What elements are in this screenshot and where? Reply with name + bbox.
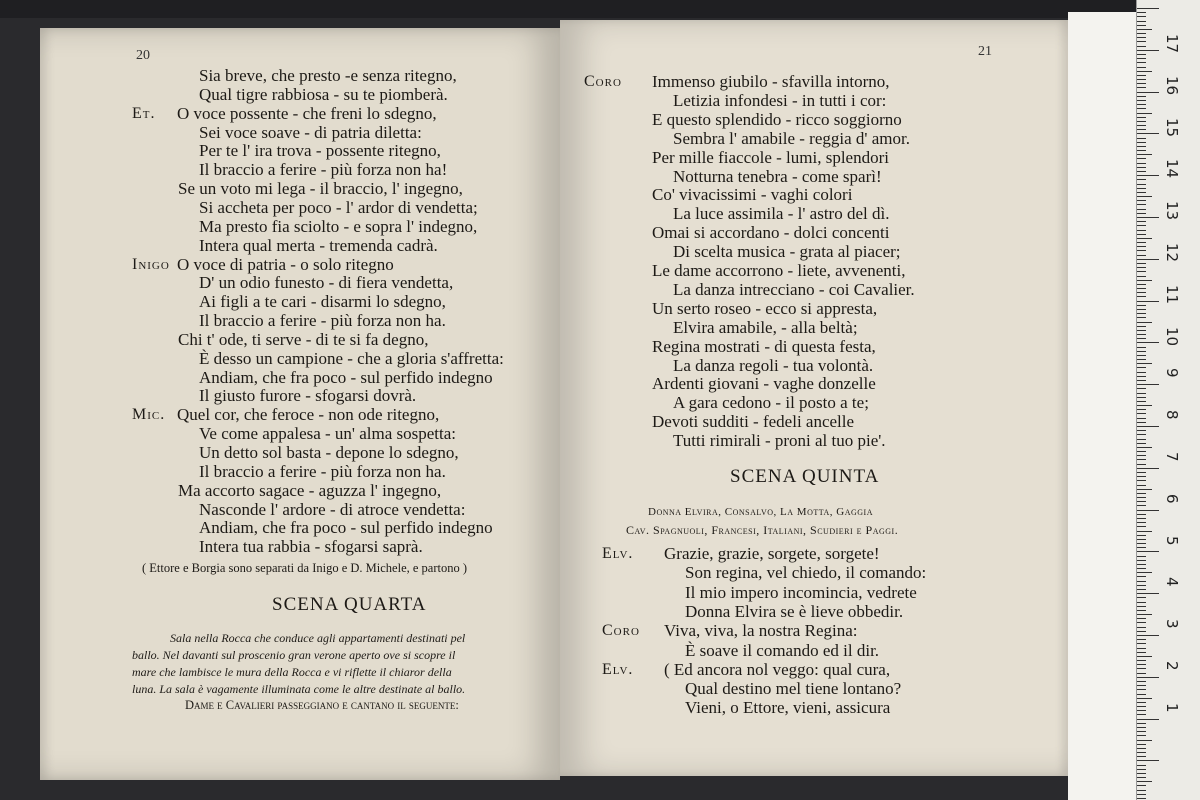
ruler-tick bbox=[1137, 309, 1146, 310]
ruler-tick bbox=[1137, 284, 1146, 285]
ruler-tick bbox=[1137, 702, 1146, 703]
scan-white-margin bbox=[1068, 12, 1136, 800]
ruler-label: 5 bbox=[1163, 535, 1181, 546]
ruler-tick bbox=[1137, 564, 1146, 565]
ruler-tick bbox=[1137, 418, 1146, 419]
ruler-tick bbox=[1137, 685, 1146, 686]
ruler-tick bbox=[1137, 485, 1146, 486]
ruler-tick bbox=[1137, 740, 1152, 741]
ruler-tick bbox=[1137, 476, 1146, 477]
ruler-tick bbox=[1137, 551, 1159, 552]
ruler-tick bbox=[1137, 790, 1146, 791]
ruler-tick bbox=[1137, 447, 1152, 448]
page-number-right: 21 bbox=[978, 44, 992, 59]
ruler-tick bbox=[1137, 188, 1146, 189]
ruler-tick bbox=[1137, 648, 1146, 649]
ruler-tick bbox=[1137, 572, 1152, 573]
ruler-tick bbox=[1137, 547, 1146, 548]
verse-line: Ve come appalesa - un' alma sospetta: bbox=[199, 424, 457, 444]
speaker-label: Elv. bbox=[602, 660, 634, 678]
ruler-tick bbox=[1137, 505, 1146, 506]
speaker-label: Coro bbox=[602, 622, 640, 640]
ruler-tick bbox=[1137, 87, 1146, 88]
verse-line: Co' vivacissimi - vaghi colori bbox=[652, 185, 853, 205]
ruler-tick bbox=[1137, 330, 1146, 331]
speaker-label: Coro bbox=[584, 73, 622, 90]
ruler-tick bbox=[1137, 37, 1146, 38]
ruler-tick bbox=[1137, 455, 1146, 456]
verse-line: Sia breve, che presto -e senza ritegno, bbox=[199, 66, 457, 85]
ruler-label: 16 bbox=[1163, 75, 1181, 95]
verse-line: Notturna tenebra - come sparì! bbox=[673, 166, 882, 186]
ruler-tick bbox=[1137, 171, 1146, 172]
verse-line: Si accheta per poco - l' ardor di vendetta; bbox=[199, 197, 478, 217]
ruler-tick bbox=[1137, 526, 1146, 527]
verse-line: Sei voce soave - di patria diletta: bbox=[199, 122, 422, 142]
ruler-tick bbox=[1137, 785, 1146, 786]
exit-stage-note: ( Ettore e Borgia sono separati da Inigo e D. Michele, e partono ) bbox=[142, 561, 468, 575]
stage-note: Dame e Cavalieri passeggiano e cantano il seguente: bbox=[185, 698, 459, 712]
ruler-tick bbox=[1137, 480, 1146, 481]
ruler-tick bbox=[1137, 359, 1146, 360]
ruler-tick bbox=[1137, 405, 1152, 406]
ruler-tick bbox=[1137, 12, 1146, 13]
ruler-tick bbox=[1137, 380, 1146, 381]
verse-line: Son regina, vel chiedo, il comando: bbox=[685, 563, 927, 583]
verse-line: Andiam, che fra poco - sul perfido indegno bbox=[199, 367, 493, 387]
ruler-tick bbox=[1137, 21, 1146, 22]
ruler-tick bbox=[1137, 46, 1146, 47]
ruler-tick bbox=[1137, 372, 1146, 373]
ruler-label: 4 bbox=[1163, 577, 1181, 587]
ruler-label: 11 bbox=[1163, 284, 1181, 304]
verse-line: A gara cedono - il posto a te; bbox=[673, 393, 869, 413]
ruler-label: 15 bbox=[1163, 117, 1181, 137]
ruler-tick bbox=[1137, 656, 1152, 657]
ruler-tick bbox=[1137, 33, 1146, 34]
verse-line: Il braccio a ferire - più forza non ha. bbox=[199, 461, 446, 481]
ruler-tick bbox=[1137, 125, 1146, 126]
ruler-tick bbox=[1137, 334, 1146, 335]
ruler-tick bbox=[1137, 744, 1146, 745]
ruler-tick bbox=[1137, 635, 1159, 636]
ruler-tick bbox=[1137, 92, 1159, 93]
ruler-tick bbox=[1137, 434, 1146, 435]
ruler-tick bbox=[1137, 777, 1146, 778]
verse-line: Nasconde l' ardore - di atroce vendetta: bbox=[199, 499, 466, 519]
ruler-tick bbox=[1137, 756, 1146, 757]
verse-line: Il braccio a ferire - più forza non ha! bbox=[199, 160, 448, 180]
right-page bbox=[560, 20, 1068, 776]
speaker-label: Elv. bbox=[602, 545, 634, 562]
ruler-tick bbox=[1137, 259, 1159, 260]
verse-line: Se un voto mi lega - il braccio, l' ingegno, bbox=[178, 179, 463, 199]
verse-line: Viva, viva, la nostra Regina: bbox=[664, 621, 858, 641]
ruler-tick bbox=[1137, 8, 1159, 9]
verse-line: Vieni, o Ettore, vieni, assicura bbox=[685, 698, 891, 718]
ruler-tick bbox=[1137, 614, 1152, 615]
ruler-tick bbox=[1137, 589, 1146, 590]
ruler-tick bbox=[1137, 409, 1146, 410]
stage-direction-line: luna. La sala è vagamente illuminata come le altre destinate al ballo. bbox=[132, 682, 466, 696]
ruler-tick bbox=[1137, 246, 1146, 247]
measurement-ruler bbox=[1136, 0, 1200, 800]
ruler-tick bbox=[1137, 472, 1146, 473]
ruler-tick bbox=[1137, 163, 1146, 164]
ruler-tick bbox=[1137, 146, 1146, 147]
ruler-tick bbox=[1137, 376, 1146, 377]
verse-line: Di scelta musica - grata al piacer; bbox=[673, 242, 901, 262]
ruler-tick bbox=[1137, 347, 1146, 348]
ruler-tick bbox=[1137, 322, 1152, 323]
ruler-label: 10 bbox=[1163, 326, 1181, 346]
verse-line: Intera tua rabbia - sfogarsi saprà. bbox=[199, 537, 423, 557]
ruler-tick bbox=[1137, 113, 1152, 114]
ruler-tick bbox=[1137, 200, 1146, 201]
ruler-label: 8 bbox=[1163, 410, 1181, 420]
verse-line: Ardenti giovani - vaghe donzelle bbox=[652, 374, 876, 394]
verse-line: D' un odio funesto - di fiera vendetta, bbox=[199, 273, 454, 293]
ruler-label: 1 bbox=[1163, 702, 1181, 713]
ruler-tick bbox=[1137, 698, 1152, 699]
verse-line: È soave il comando ed il dir. bbox=[685, 640, 880, 660]
verse-line: Letizia infondesi - in tutti i cor: bbox=[673, 90, 887, 110]
ruler-label: 13 bbox=[1163, 201, 1181, 221]
ruler-tick bbox=[1137, 296, 1146, 297]
ruler-tick bbox=[1137, 288, 1146, 289]
verse-line: E questo splendido - ricco soggiorno bbox=[652, 109, 902, 129]
verse-line: Devoti sudditi - fedeli ancelle bbox=[652, 412, 855, 432]
verse-line: Andiam, che fra poco - sul perfido indegno bbox=[199, 518, 493, 538]
verse-line: Immenso giubilo - sfavilla intorno, bbox=[652, 72, 890, 91]
verse-line: Ma accorto sagace - aguzza l' ingegno, bbox=[178, 480, 442, 500]
ruler-tick bbox=[1137, 129, 1146, 130]
ruler-tick bbox=[1137, 439, 1146, 440]
ruler-tick bbox=[1137, 367, 1146, 368]
ruler-tick bbox=[1137, 242, 1146, 243]
ruler-tick bbox=[1137, 493, 1146, 494]
ruler-tick bbox=[1137, 443, 1146, 444]
ruler-tick bbox=[1137, 196, 1152, 197]
ruler-tick bbox=[1137, 250, 1146, 251]
stage-direction-line: ballo. Nel davanti sul proscenio gran verone aperto ove si scopre il bbox=[132, 648, 456, 662]
ruler-tick bbox=[1137, 175, 1159, 176]
ruler-tick bbox=[1137, 154, 1152, 155]
ruler-tick bbox=[1137, 622, 1146, 623]
ruler-tick bbox=[1137, 723, 1146, 724]
verse-line: Donna Elvira se è lieve obbedir. bbox=[685, 601, 904, 621]
cast-list-line: Donna Elvira, Consalvo, La Motta, Gaggia bbox=[648, 506, 873, 518]
ruler-tick bbox=[1137, 748, 1146, 749]
verse-line: La danza regoli - tua volontà. bbox=[673, 355, 874, 375]
verse-line: Grazie, grazie, sorgete, sorgete! bbox=[664, 544, 880, 563]
ruler-tick bbox=[1137, 501, 1146, 502]
ruler-tick bbox=[1137, 83, 1146, 84]
ruler-tick bbox=[1137, 539, 1146, 540]
ruler-tick bbox=[1137, 660, 1146, 661]
ruler-tick bbox=[1137, 238, 1152, 239]
ruler-tick bbox=[1137, 71, 1152, 72]
page-number-left: 20 bbox=[136, 48, 150, 63]
ruler-tick bbox=[1137, 576, 1146, 577]
ruler-tick bbox=[1137, 150, 1146, 151]
ruler-tick bbox=[1137, 459, 1146, 460]
left-page bbox=[40, 28, 560, 780]
verse-line: Elvira amabile, - alla beltà; bbox=[673, 317, 858, 337]
verse-line: Ai figli a te cari - disarmi lo sdegno, bbox=[199, 292, 446, 312]
ruler-tick bbox=[1137, 104, 1146, 105]
ruler-tick bbox=[1137, 606, 1146, 607]
ruler-tick bbox=[1137, 401, 1146, 402]
ruler-tick bbox=[1137, 234, 1146, 235]
ruler-tick bbox=[1137, 317, 1146, 318]
ruler-tick bbox=[1137, 468, 1159, 469]
ruler-tick bbox=[1137, 397, 1146, 398]
ruler-tick bbox=[1137, 192, 1146, 193]
ruler-tick bbox=[1137, 276, 1146, 277]
verse-line: È desso un campione - che a gloria s'affretta: bbox=[199, 348, 504, 368]
verse-line: Omai si accordano - dolci concenti bbox=[652, 223, 890, 243]
verse-line: Le dame accorrono - liete, avvenenti, bbox=[652, 261, 906, 280]
ruler-tick bbox=[1137, 230, 1146, 231]
ruler-tick bbox=[1137, 342, 1159, 343]
ruler-tick bbox=[1137, 121, 1146, 122]
verse-line: Sembra l' amabile - reggia d' amor. bbox=[673, 128, 910, 148]
ruler-tick bbox=[1137, 618, 1146, 619]
ruler-tick bbox=[1137, 714, 1146, 715]
ruler-tick bbox=[1137, 731, 1146, 732]
ruler-tick bbox=[1137, 213, 1146, 214]
verse-line: La danza intrecciano - coi Cavalier. bbox=[673, 279, 915, 299]
ruler-tick bbox=[1137, 138, 1146, 139]
ruler-tick bbox=[1137, 681, 1146, 682]
ruler-tick bbox=[1137, 568, 1146, 569]
ruler-tick bbox=[1137, 301, 1159, 302]
speaker-label: Mic. bbox=[132, 406, 166, 424]
ruler-tick bbox=[1137, 79, 1146, 80]
ruler-label: 14 bbox=[1163, 159, 1181, 179]
verse-line: Tutti rimirali - proni al tuo pie'. bbox=[673, 431, 886, 451]
stage-direction-line: Sala nella Rocca che conduce agli appartamenti destinati pel bbox=[170, 631, 466, 645]
ruler-tick bbox=[1137, 179, 1146, 180]
verse-line: Un serto roseo - ecco si appresta, bbox=[652, 298, 878, 318]
ruler-tick bbox=[1137, 204, 1146, 205]
scene-heading-quarta: SCENA QUARTA bbox=[272, 594, 427, 615]
ruler-tick bbox=[1137, 430, 1146, 431]
ruler-label: 9 bbox=[1163, 368, 1181, 378]
cast-list-line: Cav. Spagnuoli, Francesi, Italiani, Scudieri e Paggi. bbox=[626, 523, 899, 537]
ruler-label: 6 bbox=[1163, 493, 1181, 504]
ruler-tick bbox=[1137, 67, 1146, 68]
ruler-tick bbox=[1137, 280, 1152, 281]
ruler-tick bbox=[1137, 426, 1159, 427]
ruler-tick bbox=[1137, 225, 1146, 226]
ruler-tick bbox=[1137, 292, 1146, 293]
ruler-label: 7 bbox=[1163, 452, 1181, 462]
verse-line: Il braccio a ferire - più forza non ha. bbox=[199, 311, 446, 331]
ruler-tick bbox=[1137, 388, 1146, 389]
verse-line: O voce possente - che freni lo sdegno, bbox=[177, 103, 437, 123]
ruler-tick bbox=[1137, 752, 1146, 753]
ruler-tick bbox=[1137, 639, 1146, 640]
ruler-tick bbox=[1137, 710, 1146, 711]
ruler-tick bbox=[1137, 75, 1146, 76]
ruler-tick bbox=[1137, 263, 1146, 264]
ruler-tick bbox=[1137, 313, 1146, 314]
ruler-tick bbox=[1137, 351, 1146, 352]
ruler-tick bbox=[1137, 497, 1146, 498]
ruler-tick bbox=[1137, 597, 1146, 598]
verse-line: Il mio impero incomincia, vedrete bbox=[685, 582, 917, 602]
ruler-tick bbox=[1137, 760, 1159, 761]
ruler-tick bbox=[1137, 54, 1146, 55]
ruler-tick bbox=[1137, 543, 1146, 544]
verse-line: Ma presto fia sciolto - e sopra l' indegno, bbox=[199, 216, 478, 236]
ruler-tick bbox=[1137, 363, 1152, 364]
ruler-tick bbox=[1137, 100, 1146, 101]
ruler-tick bbox=[1137, 108, 1146, 109]
ruler-tick bbox=[1137, 25, 1146, 26]
ruler-tick bbox=[1137, 581, 1146, 582]
ruler-tick bbox=[1137, 221, 1146, 222]
ruler-tick bbox=[1137, 643, 1146, 644]
verse-line: Intera qual merta - tremenda cadrà. bbox=[199, 235, 438, 255]
ruler-tick bbox=[1137, 96, 1146, 97]
ruler-tick bbox=[1137, 610, 1146, 611]
scene-heading-quinta: SCENA QUINTA bbox=[730, 466, 880, 487]
ruler-label: 17 bbox=[1163, 34, 1181, 54]
ruler-tick bbox=[1137, 16, 1146, 17]
ruler-tick bbox=[1137, 393, 1146, 394]
ruler-tick bbox=[1137, 522, 1146, 523]
ruler-tick bbox=[1137, 510, 1159, 511]
ruler-tick bbox=[1137, 794, 1146, 795]
ruler-tick bbox=[1137, 769, 1146, 770]
scanner-frame-top bbox=[0, 0, 1136, 18]
ruler-tick bbox=[1137, 355, 1146, 356]
ruler-tick bbox=[1137, 464, 1146, 465]
verse-line: Chi t' ode, ti serve - di te si fa degno, bbox=[178, 329, 429, 349]
verse-line: Per te l' ira trova - possente ritegno, bbox=[199, 141, 441, 161]
ruler-tick bbox=[1137, 451, 1146, 452]
verse-line: O voce di patria - o solo ritegno bbox=[177, 254, 394, 274]
ruler-tick bbox=[1137, 255, 1146, 256]
ruler-tick bbox=[1137, 585, 1146, 586]
ruler-tick bbox=[1137, 727, 1146, 728]
ruler-tick bbox=[1137, 209, 1146, 210]
ruler-tick bbox=[1137, 668, 1146, 669]
ruler-tick bbox=[1137, 706, 1146, 707]
ruler-tick bbox=[1137, 142, 1146, 143]
ruler-tick bbox=[1137, 518, 1146, 519]
ruler-tick bbox=[1137, 694, 1146, 695]
ruler-label: 2 bbox=[1163, 661, 1181, 671]
ruler-tick bbox=[1137, 326, 1146, 327]
ruler-tick bbox=[1137, 765, 1146, 766]
verse-line: Qual tigre rabbiosa - su te piomberà. bbox=[199, 84, 448, 104]
ruler-tick bbox=[1137, 773, 1146, 774]
stage-direction-line: mare che lambisce le mura della Rocca e vi riflette il chiaror della bbox=[132, 665, 452, 679]
ruler-tick bbox=[1137, 384, 1159, 385]
ruler-tick bbox=[1137, 41, 1146, 42]
ruler-tick bbox=[1137, 593, 1159, 594]
ruler-tick bbox=[1137, 677, 1159, 678]
ruler-tick bbox=[1137, 133, 1159, 134]
ruler-tick bbox=[1137, 267, 1146, 268]
verse-line: Un detto sol basta - depone lo sdegno, bbox=[199, 443, 459, 462]
ruler-tick bbox=[1137, 271, 1146, 272]
ruler-tick bbox=[1137, 798, 1146, 799]
ruler-tick bbox=[1137, 305, 1146, 306]
ruler-tick bbox=[1137, 117, 1146, 118]
ruler-tick bbox=[1137, 489, 1152, 490]
ruler-tick bbox=[1137, 50, 1159, 51]
ruler-tick bbox=[1137, 29, 1152, 30]
ruler-tick bbox=[1137, 781, 1152, 782]
ruler-tick bbox=[1137, 62, 1146, 63]
ruler-tick bbox=[1137, 627, 1146, 628]
ruler-tick bbox=[1137, 719, 1159, 720]
verse-line: Quel cor, che feroce - non ode ritegno, bbox=[177, 405, 440, 425]
ruler-tick bbox=[1137, 652, 1146, 653]
verse-line: ( Ed ancora nol veggo: qual cura, bbox=[664, 659, 891, 679]
ruler-tick bbox=[1137, 58, 1146, 59]
ruler-tick bbox=[1137, 689, 1146, 690]
ruler-label: 3 bbox=[1163, 619, 1181, 629]
speaker-label: Et. bbox=[132, 104, 156, 122]
speaker-label: Inigo bbox=[132, 255, 170, 273]
ruler-tick bbox=[1137, 338, 1146, 339]
ruler-tick bbox=[1137, 560, 1146, 561]
ruler-tick bbox=[1137, 422, 1146, 423]
ruler-tick bbox=[1137, 673, 1146, 674]
ruler-tick bbox=[1137, 664, 1146, 665]
ruler-tick bbox=[1137, 514, 1146, 515]
ruler-tick bbox=[1137, 556, 1146, 557]
ruler-tick bbox=[1137, 184, 1146, 185]
verse-line: Il giusto furore - sfogarsi dovrà. bbox=[199, 386, 417, 406]
ruler-tick bbox=[1137, 535, 1146, 536]
verse-line: Regina mostrati - di questa festa, bbox=[652, 336, 876, 356]
ruler-tick bbox=[1137, 602, 1146, 603]
ruler-tick bbox=[1137, 167, 1146, 168]
ruler-label: 12 bbox=[1163, 243, 1181, 263]
ruler-tick bbox=[1137, 217, 1159, 218]
ruler-tick bbox=[1137, 413, 1146, 414]
verse-line: La luce assimila - l' astro del dì. bbox=[673, 204, 890, 224]
ruler-tick bbox=[1137, 735, 1146, 736]
ruler-tick bbox=[1137, 158, 1146, 159]
ruler-tick bbox=[1137, 531, 1152, 532]
verse-line: Per mille fiaccole - lumi, splendori bbox=[652, 147, 889, 167]
ruler-tick bbox=[1137, 631, 1146, 632]
verse-line: Qual destino mel tiene lontano? bbox=[685, 679, 902, 699]
